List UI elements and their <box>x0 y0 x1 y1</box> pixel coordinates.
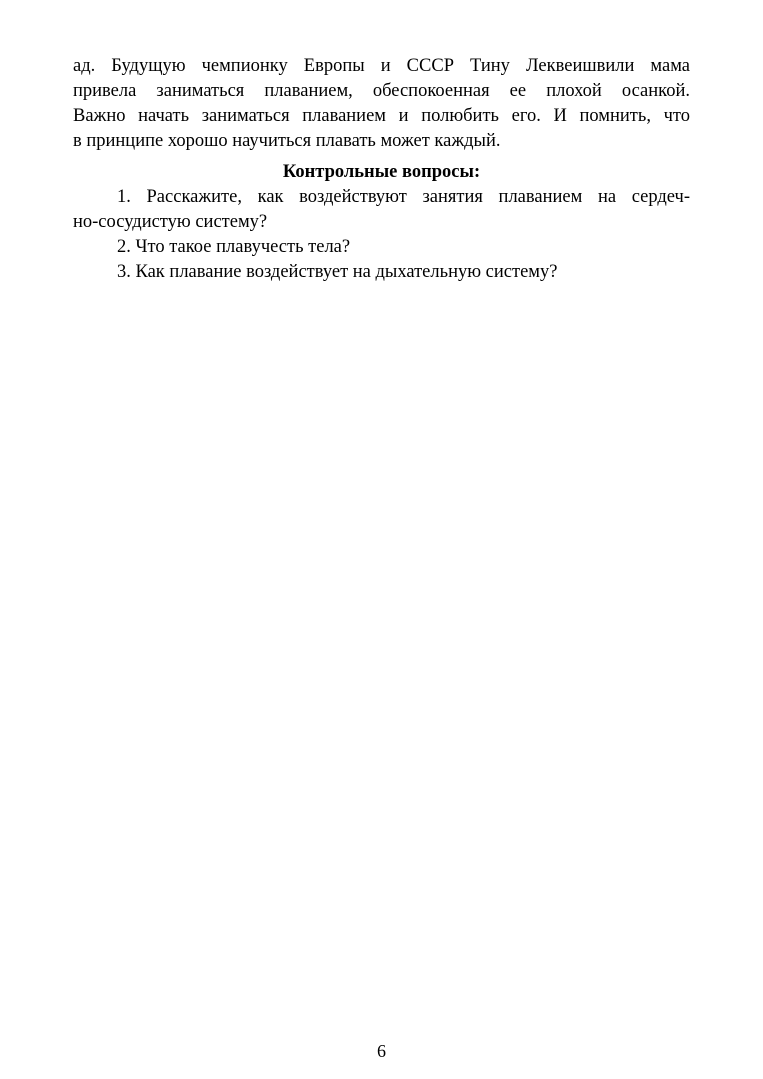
paragraph-line: привела заниматься плаванием, обеспокоенная ее плохой осанкой. <box>73 81 690 101</box>
question-line: но-сосудистую систему? <box>73 212 268 232</box>
question-line: 2. Что такое плавучесть тела? <box>117 237 351 257</box>
question-item-1 <box>73 185 690 235</box>
question-item-2 <box>73 235 690 260</box>
paragraph-line: ад. Будущую чемпионку Европы и СССР Тину Леквеишвили мама <box>73 56 690 76</box>
section-heading: Контрольные вопросы: <box>282 162 481 182</box>
body-paragraph <box>73 54 690 154</box>
question-line: 1. Расскажите, как воздействуют занятия плаванием на сердеч- <box>117 187 690 207</box>
page-number: 6 <box>377 1041 386 1061</box>
paragraph-line: в принципе хорошо научиться плавать может каждый. <box>73 131 501 151</box>
question-line: 3. Как плавание воздействует на дыхательную систему? <box>117 262 558 282</box>
questions-list <box>73 185 690 285</box>
question-item-3 <box>73 260 690 285</box>
paragraph-line: Важно начать заниматься плаванием и полюбить его. И помнить, что <box>73 106 690 126</box>
page-content <box>73 54 690 285</box>
